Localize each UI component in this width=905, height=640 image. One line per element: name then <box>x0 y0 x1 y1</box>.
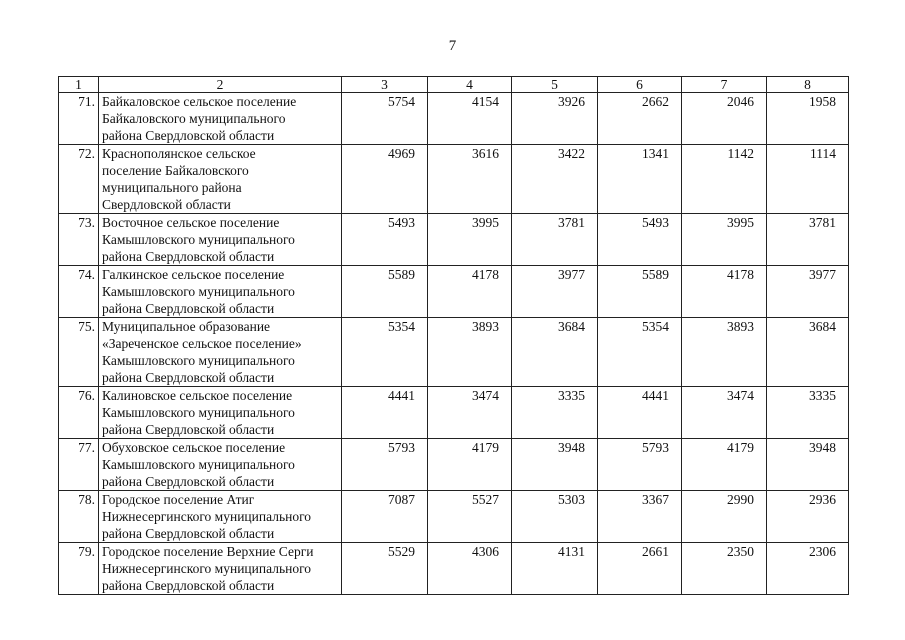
name-line: «Зареченское сельское поселение» <box>102 336 302 351</box>
row-number: 76. <box>59 387 99 439</box>
column-header: 7 <box>682 77 767 93</box>
value-cell: 5754 <box>342 93 428 145</box>
name-line: Камышловского муниципального <box>102 353 295 368</box>
table-row <box>59 266 849 318</box>
table-row <box>59 439 849 491</box>
name-line: Восточное сельское поселение <box>102 215 280 230</box>
value-cell: 3335 <box>512 387 598 439</box>
value-cell: 5354 <box>342 318 428 387</box>
name-line: муниципального района <box>102 180 242 195</box>
value-cell: 3893 <box>682 318 767 387</box>
municipality-name <box>99 93 342 145</box>
name-line: района Свердловской области <box>102 128 275 143</box>
column-header: 4 <box>428 77 512 93</box>
value-cell: 5793 <box>598 439 682 491</box>
value-cell: 5354 <box>598 318 682 387</box>
name-line: Байкаловского муниципального <box>102 111 286 126</box>
value-cell: 3474 <box>428 387 512 439</box>
page-number: 7 <box>448 38 457 54</box>
value-cell: 5793 <box>342 439 428 491</box>
value-cell: 3995 <box>682 214 767 266</box>
value-cell: 3977 <box>512 266 598 318</box>
municipality-name <box>99 387 342 439</box>
value-cell: 5529 <box>342 543 428 595</box>
row-number: 71. <box>59 93 99 145</box>
column-header: 8 <box>767 77 849 93</box>
column-header: 6 <box>598 77 682 93</box>
name-line: Муниципальное образование <box>102 319 271 334</box>
table-body <box>59 93 849 595</box>
table-row <box>59 214 849 266</box>
name-line: поселение Байкаловского <box>102 163 249 178</box>
name-line: района Свердловской области <box>102 370 275 385</box>
municipality-name <box>99 439 342 491</box>
value-cell: 7087 <box>342 491 428 543</box>
data-table <box>58 76 849 595</box>
value-cell: 2661 <box>598 543 682 595</box>
value-cell: 4306 <box>428 543 512 595</box>
value-cell: 3474 <box>682 387 767 439</box>
column-header: 3 <box>342 77 428 93</box>
municipality-name <box>99 318 342 387</box>
value-cell: 4131 <box>512 543 598 595</box>
row-number: 78. <box>59 491 99 543</box>
value-cell: 5527 <box>428 491 512 543</box>
name-line: Обуховское сельское поселение <box>102 440 286 455</box>
municipality-name <box>99 145 342 214</box>
header-row <box>59 77 849 93</box>
name-line: Калиновское сельское поселение <box>102 388 293 403</box>
value-cell: 3422 <box>512 145 598 214</box>
value-cell: 2306 <box>767 543 849 595</box>
column-header: 2 <box>99 77 342 93</box>
name-line: района Свердловской области <box>102 526 275 541</box>
name-line: Городское поселение Верхние Серги <box>102 544 314 559</box>
municipality-name <box>99 214 342 266</box>
value-cell: 2990 <box>682 491 767 543</box>
table-row <box>59 93 849 145</box>
row-number: 73. <box>59 214 99 266</box>
row-number: 72. <box>59 145 99 214</box>
table-row <box>59 387 849 439</box>
name-line: Камышловского муниципального <box>102 284 295 299</box>
value-cell: 1341 <box>598 145 682 214</box>
value-cell: 4178 <box>682 266 767 318</box>
value-cell: 3781 <box>512 214 598 266</box>
name-line: Свердловской области <box>102 197 231 212</box>
name-line: района Свердловской области <box>102 474 275 489</box>
value-cell: 3948 <box>512 439 598 491</box>
value-cell: 3781 <box>767 214 849 266</box>
value-cell: 1142 <box>682 145 767 214</box>
name-line: Краснополянское сельское <box>102 146 256 161</box>
value-cell: 2046 <box>682 93 767 145</box>
name-line: Галкинское сельское поселение <box>102 267 285 282</box>
municipality-name <box>99 491 342 543</box>
name-line: Нижнесергинского муниципального <box>102 561 312 576</box>
name-line: района Свердловской области <box>102 578 275 593</box>
value-cell: 3616 <box>428 145 512 214</box>
name-line: района Свердловской области <box>102 249 275 264</box>
value-cell: 4441 <box>342 387 428 439</box>
municipality-name <box>99 543 342 595</box>
value-cell: 5493 <box>598 214 682 266</box>
value-cell: 1958 <box>767 93 849 145</box>
municipality-name <box>99 266 342 318</box>
value-cell: 3684 <box>767 318 849 387</box>
value-cell: 2662 <box>598 93 682 145</box>
value-cell: 3335 <box>767 387 849 439</box>
value-cell: 4441 <box>598 387 682 439</box>
value-cell: 3367 <box>598 491 682 543</box>
name-line: Городское поселение Атиг <box>102 492 255 507</box>
name-line: Камышловского муниципального <box>102 232 295 247</box>
value-cell: 5493 <box>342 214 428 266</box>
name-line: Камышловского муниципального <box>102 405 295 420</box>
table-row <box>59 318 849 387</box>
table-row <box>59 491 849 543</box>
row-number: 74. <box>59 266 99 318</box>
name-line: Нижнесергинского муниципального <box>102 509 312 524</box>
value-cell: 2350 <box>682 543 767 595</box>
value-cell: 4969 <box>342 145 428 214</box>
row-number: 75. <box>59 318 99 387</box>
name-line: района Свердловской области <box>102 301 275 316</box>
row-number: 77. <box>59 439 99 491</box>
value-cell: 4179 <box>682 439 767 491</box>
value-cell: 5303 <box>512 491 598 543</box>
value-cell: 4179 <box>428 439 512 491</box>
value-cell: 2936 <box>767 491 849 543</box>
value-cell: 3995 <box>428 214 512 266</box>
name-line: Байкаловское сельское поселение <box>102 94 297 109</box>
table-row <box>59 145 849 214</box>
value-cell: 1114 <box>767 145 849 214</box>
column-header: 1 <box>59 77 99 93</box>
name-line: района Свердловской области <box>102 422 275 437</box>
value-cell: 4178 <box>428 266 512 318</box>
value-cell: 3948 <box>767 439 849 491</box>
value-cell: 3893 <box>428 318 512 387</box>
column-header: 5 <box>512 77 598 93</box>
value-cell: 5589 <box>342 266 428 318</box>
value-cell: 4154 <box>428 93 512 145</box>
table-row <box>59 543 849 595</box>
value-cell: 3684 <box>512 318 598 387</box>
row-number: 79. <box>59 543 99 595</box>
value-cell: 3926 <box>512 93 598 145</box>
value-cell: 5589 <box>598 266 682 318</box>
value-cell: 3977 <box>767 266 849 318</box>
name-line: Камышловского муниципального <box>102 457 295 472</box>
